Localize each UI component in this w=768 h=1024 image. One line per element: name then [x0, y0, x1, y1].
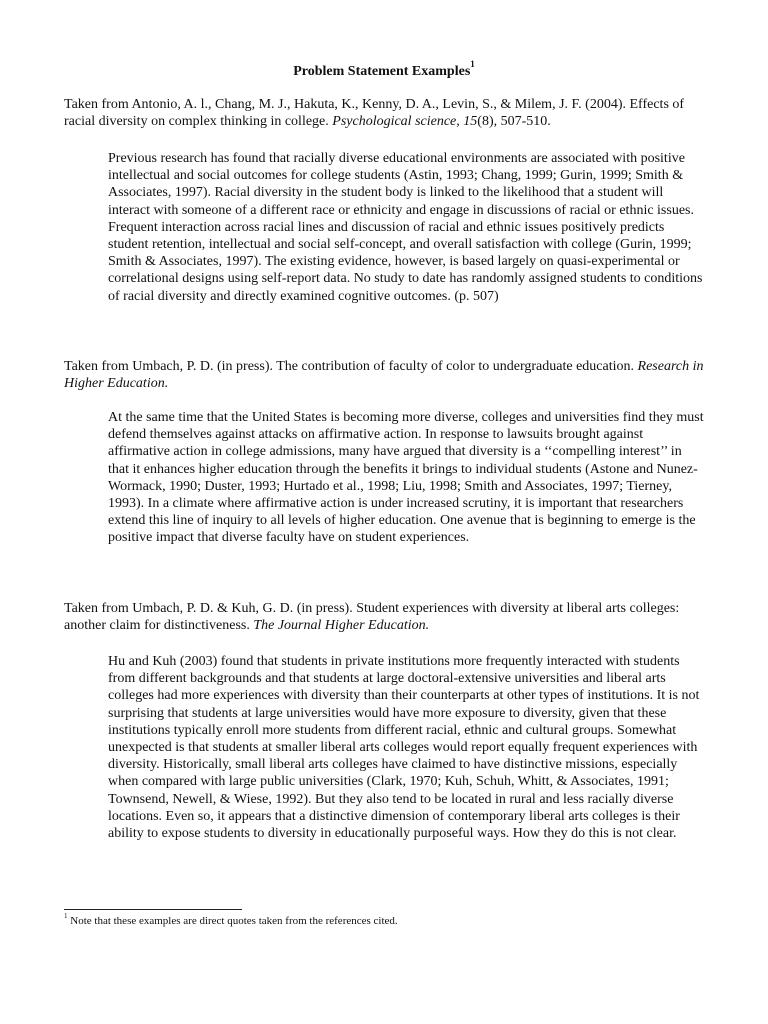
- citation-1-text: Taken from Antonio, A. l., Chang, M. J., Hakuta, K., Kenny, D. A., Levin, S., & Milem, J. F. (2004). Effects of racial diversity on complex thinking in college.: [64, 97, 685, 130]
- citation-1: [64, 96, 704, 130]
- quote-1: Previous research has found that racially diverse educational environments are associated with positive intellectual and social outcomes for college students (Astin, 1993; Chang, 1999; Gurin, 1999; Smith & Associates, 1997). Racial diversity in the student body is linked to the likelihood that a student will interact with someone of a different race or ethnicity and engage in discussions of racial or ethnic issues. Frequent interaction across racial lines and discussion of racial and ethnic issues positively predicts student retention, intellectual and social self-concept, and overall satisfaction with college (Gurin, 1999; Smith & Associates, 1997). The existing evidence, however, is based largely on quasi-experimental or correlational designs using self-report data. No study to date has randomly assigned students to conditions of racial diversity and directly examined cognitive outcomes. (p. 507): [108, 151, 703, 304]
- title-text: Problem Statement Examples: [293, 64, 471, 79]
- citation-3-text: Taken from Umbach, P. D. & Kuh, G. D. (in press). Student experiences with diversity at liberal arts colleges: another claim for distinctiveness.: [64, 601, 680, 634]
- footnote-text: Note that these examples are direct quotes taken from the references cited.: [70, 915, 398, 927]
- page-title: [0, 59, 768, 80]
- citation-1-details: (8), 507-510.: [477, 114, 551, 130]
- quote-3: Hu and Kuh (2003) found that students in private institutions more frequently interacted with students from different backgrounds and that students at large doctoral-extensive universities and liberal arts colleges had more experiences with diversity than their counterparts at other types of institutions. It is not surprising that students at large universities would have more exposure to diversity, given that these institutions typically enroll more students from different racial, ethnic and cultural groups. Somewhat unexpected is that students at smaller liberal arts colleges would report equally frequent experiences with diversity. Historically, small liberal arts colleges have claimed to have distinctive missions, especially when compared with large public universities (Clark, 1970; Kuh, Schuh, Whitt, & Associates, 1991; Townsend, Newell, & Wiese, 1992). But they also tend to be located in rural and less racially diverse locations. Even so, it appears that a distinctive dimension of contemporary liberal arts colleges is their ability to expose students to diversity in educationally purposeful ways. How they do this is not clear.: [108, 654, 700, 842]
- citation-3: [64, 600, 704, 634]
- citation-2-text: Taken from Umbach, P. D. (in press). The contribution of faculty of color to undergraduate education.: [64, 359, 638, 374]
- footnote: [64, 914, 704, 928]
- citation-3-journal: The Journal Higher Education.: [253, 618, 430, 634]
- footnote-marker: 1: [64, 912, 68, 921]
- quote-2: At the same time that the United States is becoming more diverse, colleges and universities find they must defend themselves against attacks on affirmative action. In response to lawsuits brought against affirmative action in college admissions, many have argued that diversity is a ‘‘compelling interest’’ in that it enhances higher education through the benefits it brings to individual students (Astone and Nunez-Wormack, 1990; Duster, 1993; Hurtado et al., 1998; Liu, 1998; Smith and Associates, 1997; Tierney, 1993). In a climate where affirmative action is under increased scrutiny, it is important that researchers extend this line of inquiry to all levels of higher education. One avenue that is beginning to emerge is the positive impact that diverse faculty have on student experiences.: [108, 410, 704, 546]
- title-footnote-marker: 1: [470, 59, 475, 70]
- citation-1-journal: Psychological science, 15: [332, 114, 478, 130]
- citation-2: [64, 358, 704, 392]
- footnote-divider: [64, 909, 242, 910]
- citation-2-journal: Research in Higher Education.: [64, 359, 704, 392]
